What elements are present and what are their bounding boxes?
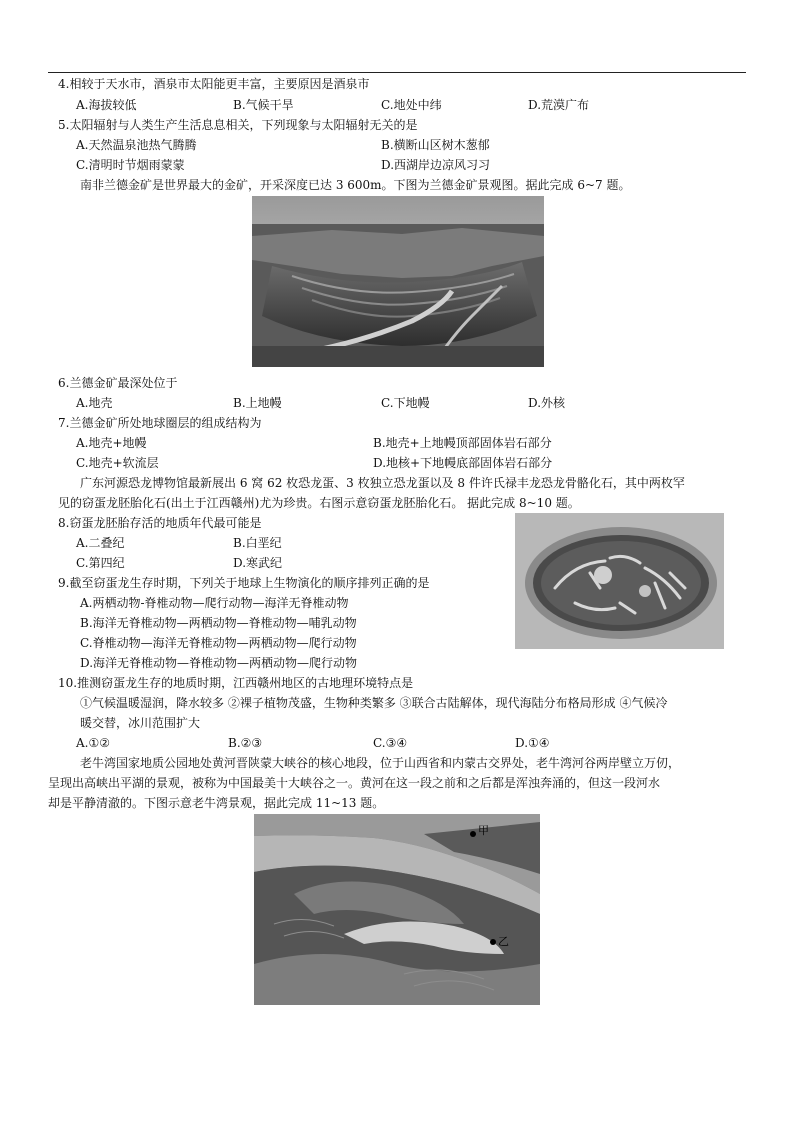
q4-stem: 4.相较于天水市，酒泉市太阳能更丰富，主要原因是酒泉市 xyxy=(58,77,370,91)
q10-stem: 10.推测窃蛋龙生存的地质时期，江西赣州地区的古地理环境特点是 xyxy=(58,676,414,690)
q5-option-d[interactable]: D.西湖岸边凉风习习 xyxy=(381,158,491,172)
q9-option-a[interactable]: A.两栖动物-脊椎动物—爬行动物—海洋无脊椎动物 xyxy=(80,596,349,610)
gold-mine-photo xyxy=(252,196,544,367)
intro-6-7: 南非兰德金矿是世界最大的金矿，开采深度已达 3 600m。下图为兰德金矿景观图。据此完成 6~7 题。 xyxy=(80,178,631,192)
q6-option-d[interactable]: D.外核 xyxy=(528,396,566,410)
intro-11-13-line2: 呈现出高峡出平湖的景观，被称为中国最美十大峡谷之一。黄河在这一段之前和之后都是浑浊奔涌的，但这一段河水 xyxy=(48,776,661,790)
q9-option-c[interactable]: C.脊椎动物—海洋无脊椎动物—两栖动物—爬行动物 xyxy=(80,636,357,650)
q6-option-c[interactable]: C.下地幔 xyxy=(381,396,430,410)
header-rule xyxy=(48,72,746,73)
q8-option-d[interactable]: D.寒武纪 xyxy=(233,556,283,570)
intro-11-13-line3: 却是平静清澈的。下图示意老牛湾景观，据此完成 11~13 题。 xyxy=(48,796,385,810)
intro-11-13-line1: 老牛湾国家地质公园地处黄河晋陕蒙大峡谷的核心地段，位于山西省和内蒙古交界处，老牛湾河谷两岸壁立万仞， xyxy=(80,756,681,770)
embryo-fossil-photo xyxy=(515,513,724,649)
q4-option-d[interactable]: D.荒漠广布 xyxy=(528,98,590,112)
q4-option-c[interactable]: C.地处中纬 xyxy=(381,98,442,112)
photo-label-jia: 甲 xyxy=(478,824,489,837)
q6-option-b[interactable]: B.上地幔 xyxy=(233,396,282,410)
q8-option-b[interactable]: B.白垩纪 xyxy=(233,536,282,550)
q8-stem: 8.窃蛋龙胚胎存活的地质年代最可能是 xyxy=(58,516,262,530)
q8-option-a[interactable]: A.二叠纪 xyxy=(76,536,125,550)
laoniuwan-photo xyxy=(254,814,540,1005)
q9-option-d[interactable]: D.海洋无脊椎动物—脊椎动物—两栖动物—爬行动物 xyxy=(80,656,358,670)
q9-stem: 9.截至窃蛋龙生存时期，下列关于地球上生物演化的顺序排列正确的是 xyxy=(58,576,430,590)
q10-option-c[interactable]: C.③④ xyxy=(373,736,408,750)
q7-option-a[interactable]: A.地壳+地幔 xyxy=(76,436,147,450)
q4-option-b[interactable]: B.气候干旱 xyxy=(233,98,294,112)
q7-option-c[interactable]: C.地壳+软流层 xyxy=(76,456,159,470)
q5-stem: 5.太阳辐射与人类生产生活息息相关，下列现象与太阳辐射无关的是 xyxy=(58,118,418,132)
q9-option-b[interactable]: B.海洋无脊椎动物—两栖动物—脊椎动物—哺乳动物 xyxy=(80,616,357,630)
q5-option-c[interactable]: C.清明时节烟雨蒙蒙 xyxy=(76,158,185,172)
photo-label-yi: 乙 xyxy=(498,935,509,948)
q10-desc-line2: 暖交替，冰川范围扩大 xyxy=(80,716,201,730)
q10-option-a[interactable]: A.①② xyxy=(76,736,110,750)
q5-option-a[interactable]: A.天然温泉池热气腾腾 xyxy=(76,138,197,152)
q10-desc-line1: ①气候温暖湿润，降水较多 ②裸子植物茂盛，生物种类繁多 ③联合古陆解体，现代海陆分布格局形成 ④气候冷 xyxy=(80,696,668,710)
q7-option-b[interactable]: B.地壳+上地幔顶部固体岩石部分 xyxy=(373,436,552,450)
intro-8-10-line1: 广东河源恐龙博物馆最新展出 6 窝 62 枚恐龙蛋、3 枚独立恐龙蛋以及 8 件许氏禄丰龙恐龙骨骼化石，其中两枚罕 xyxy=(80,476,685,490)
q4-option-a[interactable]: A.海拔较低 xyxy=(76,98,137,112)
q10-option-d[interactable]: D.①④ xyxy=(515,736,550,750)
q5-option-b[interactable]: B.横断山区树木葱郁 xyxy=(381,138,490,152)
q10-option-b[interactable]: B.②③ xyxy=(228,736,263,750)
q7-stem: 7.兰德金矿所处地球圈层的组成结构为 xyxy=(58,416,262,430)
intro-8-10-line2: 见的窃蛋龙胚胎化石(出土于江西赣州)尤为珍贵。右图示意窃蛋龙胚胎化石。 据此完成 8~10 题。 xyxy=(58,496,580,510)
q8-option-c[interactable]: C.第四纪 xyxy=(76,556,125,570)
q6-stem: 6.兰德金矿最深处位于 xyxy=(58,376,178,390)
q7-option-d[interactable]: D.地核+下地幔底部固体岩石部分 xyxy=(373,456,553,470)
q6-option-a[interactable]: A.地壳 xyxy=(76,396,113,410)
